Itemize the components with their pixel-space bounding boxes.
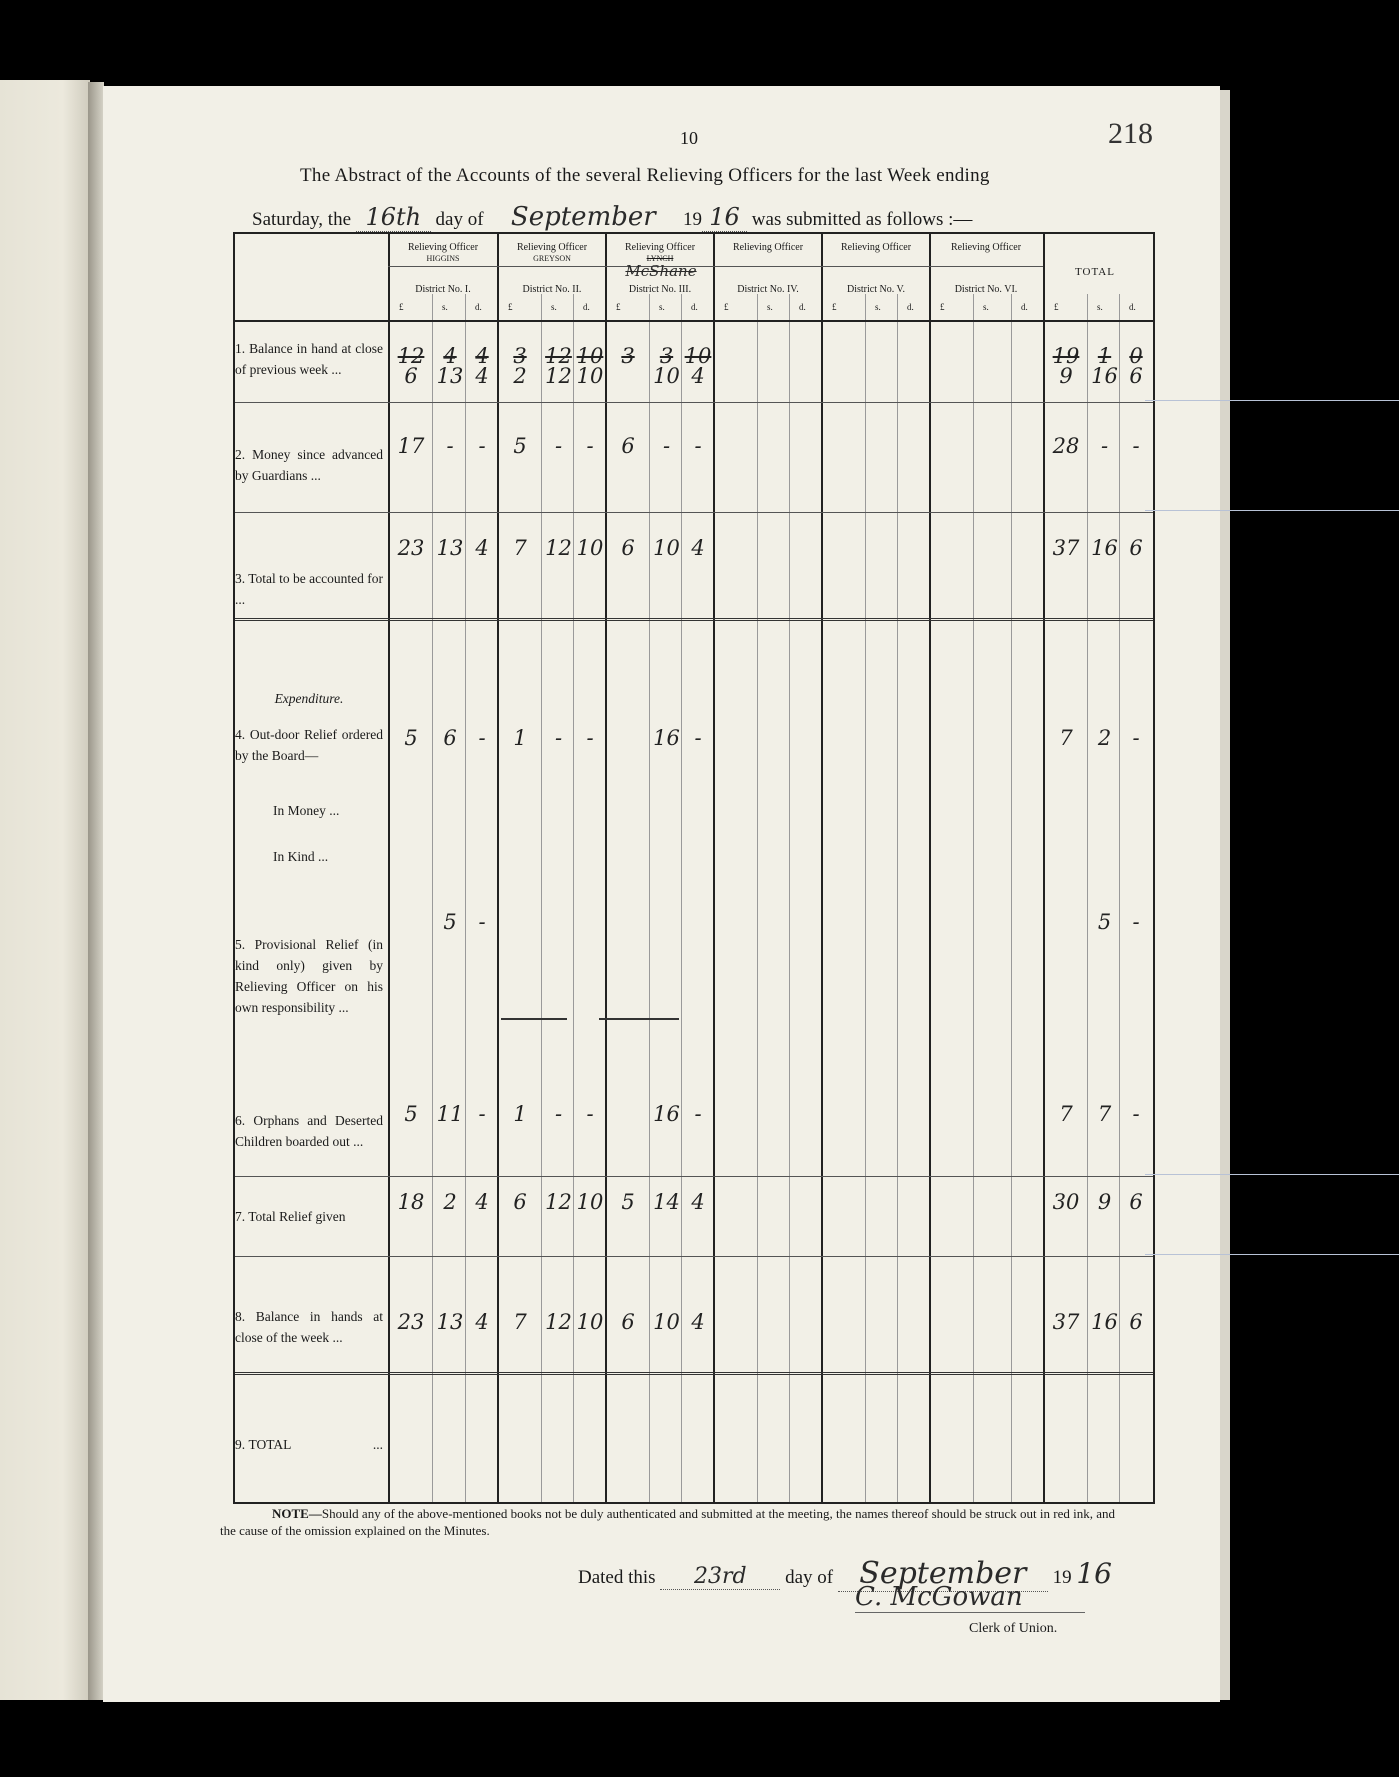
r1-d1-s: 13	[436, 364, 464, 388]
r4-d3-d: -	[694, 726, 702, 750]
r7-total-s: 7	[1097, 1102, 1112, 1126]
lsd-head-s: s.	[551, 302, 557, 312]
r1-d2-s: 12	[545, 364, 572, 388]
col3-officer-handwritten: McShane	[625, 262, 697, 280]
book-gutter	[88, 82, 104, 1700]
r3-d2-l: 7	[513, 536, 527, 560]
row1-label: 1. Balance in hand at close of previous week ...	[235, 341, 383, 377]
lsd-head-d: d.	[691, 302, 698, 312]
r4-total-s: 2	[1097, 726, 1112, 750]
r2-d2-l: 5	[513, 434, 527, 458]
clerk-signature: C. McGowan	[855, 1582, 1085, 1613]
r1-d2-s-struck: 12	[545, 344, 572, 368]
r1-d3-s-struck: 3	[659, 344, 674, 368]
r9-total-s: 16	[1091, 1310, 1118, 1334]
r8-d2-d: 10	[576, 1190, 604, 1214]
lsd-head-l: £	[399, 302, 404, 312]
r7-d1-s: 11	[436, 1102, 464, 1126]
r1-d3-l-struck: 3	[621, 344, 635, 368]
r3-total-s: 16	[1091, 536, 1118, 560]
left-page-edge	[0, 80, 90, 1700]
lsd-head-d: d.	[583, 302, 590, 312]
r5-total-s: 5	[1097, 910, 1112, 934]
col3-officer: Relieving Officer LYNCH	[624, 242, 696, 263]
row4-in-kind: In Kind ...	[273, 849, 329, 864]
r8-d2-l: 6	[513, 1190, 527, 1214]
total-header: TOTAL	[1075, 266, 1115, 278]
lsd-head-d: d.	[799, 302, 806, 312]
row3-label: 3. Total to be accounted for ...	[235, 571, 384, 607]
r2-total-s: -	[1100, 434, 1109, 458]
year-prefix: 19	[683, 209, 703, 230]
r4-d3-s: 16	[653, 726, 680, 750]
r5-d1-d: -	[478, 910, 486, 934]
page-number: 10	[680, 128, 698, 148]
r4-d1-d: -	[478, 726, 486, 750]
r7-d3-d: -	[694, 1102, 702, 1126]
lsd-head-d: d.	[1021, 302, 1028, 312]
submitted-label: was submitted as follows :—	[751, 209, 973, 230]
col1-district: District No. I.	[415, 284, 471, 295]
r3-d1-l: 23	[397, 536, 425, 560]
lsd-head-d: d.	[475, 302, 482, 312]
r8-d3-s: 14	[653, 1190, 680, 1214]
r4-d2-s: -	[554, 726, 563, 750]
r2-d1-s: -	[446, 434, 454, 458]
lsd-head-l: £	[940, 302, 945, 312]
col1-officer: Relieving Officer HIGGINS	[407, 242, 479, 263]
r8-total-d: 6	[1129, 1190, 1143, 1214]
lsd-head-s: s.	[1097, 302, 1103, 312]
row7-label: 7. Total Relief given	[235, 1209, 346, 1224]
r1-d3-s: 10	[653, 364, 680, 388]
row5-label: 5. Provisional Relief (in kind only) given by Relieving Officer on his own responsibility ...	[235, 937, 383, 1015]
col5-district: District No. V.	[847, 284, 905, 295]
dated-line: Dated this 23rd day of September 19 16	[578, 1556, 1112, 1591]
r9-d1-d: 4	[475, 1310, 489, 1334]
lsd-head-d: d.	[1129, 302, 1136, 312]
lsd-head-l: £	[724, 302, 729, 312]
lsd-head-s: s.	[983, 302, 989, 312]
r7-d2-d: -	[586, 1102, 594, 1126]
r8-d3-l: 5	[621, 1190, 635, 1214]
r8-d1-d: 4	[475, 1190, 489, 1214]
lsd-head-l: £	[1054, 302, 1059, 312]
lsd-head-d: d.	[907, 302, 914, 312]
r3-total-l: 37	[1052, 536, 1080, 560]
saturday-label: Saturday, the	[252, 209, 352, 230]
row4-label: 4. Out-door Relief ordered by the Board—	[235, 727, 383, 763]
page-edge	[1220, 90, 1230, 1700]
r8-total-l: 30	[1052, 1190, 1080, 1214]
r4-d1-l: 5	[404, 726, 418, 750]
r7-total-l: 7	[1059, 1102, 1073, 1126]
r3-d2-s: 12	[545, 536, 572, 560]
dated-month: September	[838, 1556, 1048, 1592]
r2-d3-l: 6	[621, 434, 635, 458]
r2-d2-d: -	[586, 434, 594, 458]
r4-total-d: -	[1132, 726, 1140, 750]
r1-total-d-struck: 0	[1129, 344, 1143, 368]
r4-d2-l: 1	[513, 726, 527, 750]
r7-d1-l: 5	[404, 1102, 418, 1126]
lsd-head-l: £	[508, 302, 513, 312]
row5-d3-dash	[599, 1018, 679, 1020]
r1-d2-d-struck: 10	[576, 344, 604, 368]
r1-d3-d-struck: 10	[684, 344, 712, 368]
heading-day: 16th	[356, 203, 431, 232]
r7-d2-s: -	[554, 1102, 563, 1126]
col5-officer: Relieving Officer	[840, 242, 912, 253]
r9-d2-l: 7	[513, 1310, 527, 1334]
col3-district: District No. III.	[628, 284, 692, 295]
r7-d2-l: 1	[513, 1102, 527, 1126]
r1-d3-d: 4	[691, 364, 705, 388]
heading-line-1: The Abstract of the Accounts of the several Relieving Officers for the last Week ending	[300, 165, 990, 186]
abstract-table	[233, 232, 1155, 1504]
lsd-head-s: s.	[442, 302, 448, 312]
r9-d1-s: 13	[436, 1310, 464, 1334]
r9-d2-s: 12	[545, 1310, 572, 1334]
r9-d3-l: 6	[621, 1310, 635, 1334]
r8-d1-l: 18	[397, 1190, 425, 1214]
r2-total-l: 28	[1052, 434, 1080, 458]
r2-d3-d: -	[694, 434, 702, 458]
footnote: NOTE—Should any of the above-mentioned books not be duly authenticated and submitted at the meeting, the names thereof should be struck out in red ink, and the cause of the omission explained on the Minutes.	[220, 1506, 1116, 1538]
r5-d1-s: 5	[443, 910, 457, 934]
r1-total-s-struck: 1	[1097, 344, 1112, 368]
r2-d1-l: 17	[397, 434, 425, 458]
r7-total-d: -	[1132, 1102, 1140, 1126]
r9-d2-d: 10	[576, 1310, 604, 1334]
r1-d2-d: 10	[576, 364, 604, 388]
lsd-head-l: £	[616, 302, 621, 312]
r3-total-d: 6	[1129, 536, 1143, 560]
r9-d3-s: 10	[653, 1310, 680, 1334]
r3-d3-d: 4	[691, 536, 705, 560]
col6-officer: Relieving Officer	[950, 242, 1022, 253]
col2-district: District No. II.	[522, 284, 582, 295]
row6-label: 6. Orphans and Deserted Children boarded out ...	[235, 1113, 383, 1149]
r1-total-l: 9	[1059, 364, 1073, 388]
r2-d2-s: -	[554, 434, 563, 458]
r1-d1-l: 6	[404, 364, 418, 388]
clerk-label: Clerk of Union.	[969, 1621, 1058, 1636]
r8-d1-s: 2	[443, 1190, 457, 1214]
r3-d1-s: 13	[436, 536, 464, 560]
heading-month: September	[488, 202, 678, 233]
r3-d3-s: 10	[653, 536, 680, 560]
r8-d2-s: 12	[545, 1190, 572, 1214]
row2-label: 2. Money since advanced by Guardians ...	[235, 447, 383, 483]
dated-day: 23rd	[660, 1564, 780, 1590]
row5-d2-dash	[501, 1018, 567, 1020]
lsd-head-s: s.	[875, 302, 881, 312]
r2-d3-s: -	[662, 434, 671, 458]
r1-d2-l-struck: 3	[513, 344, 527, 368]
col4-district: District No. IV.	[737, 284, 799, 295]
dated-year: 16	[1076, 1557, 1112, 1590]
r1-d1-d: 4	[475, 364, 489, 388]
row9-label: 9. TOTAL ...	[235, 1437, 383, 1452]
row4-in-money: In Money ...	[273, 803, 340, 818]
r1-d1-d-struck: 4	[475, 344, 489, 368]
r2-d1-d: -	[478, 434, 486, 458]
r2-total-d: -	[1132, 434, 1140, 458]
r4-total-l: 7	[1059, 726, 1073, 750]
r1-d1-l-struck: 12	[397, 344, 425, 368]
r1-d2-l: 2	[513, 364, 527, 388]
r3-d3-l: 6	[621, 536, 635, 560]
r8-total-s: 9	[1097, 1190, 1112, 1214]
heading-year: 16	[702, 203, 747, 232]
r9-d3-d: 4	[691, 1310, 705, 1334]
r1-total-s: 16	[1091, 364, 1118, 388]
r9-total-d: 6	[1129, 1310, 1143, 1334]
r4-d2-d: -	[586, 726, 594, 750]
r1-total-l-struck: 19	[1052, 344, 1080, 368]
r1-total-d: 6	[1129, 364, 1143, 388]
day-of-label: day of	[435, 209, 484, 230]
col4-officer: Relieving Officer	[732, 242, 804, 253]
lsd-head-s: s.	[659, 302, 665, 312]
row8-label: 8. Balance in hands at close of the week ...	[235, 1309, 383, 1345]
lsd-head-s: s.	[767, 302, 773, 312]
col6-district: District No. VI.	[954, 284, 1018, 295]
lsd-head-l: £	[832, 302, 837, 312]
expenditure-heading: Expenditure.	[274, 691, 344, 706]
r7-d3-s: 16	[653, 1102, 680, 1126]
r4-d1-s: 6	[443, 726, 457, 750]
r8-d3-d: 4	[691, 1190, 705, 1214]
folio-number: 218	[1108, 117, 1153, 150]
r9-total-l: 37	[1052, 1310, 1080, 1334]
r1-d1-s-struck: 4	[443, 344, 457, 368]
col2-officer: Relieving Officer GREYSON	[516, 242, 588, 263]
r7-d1-d: -	[478, 1102, 486, 1126]
r5-total-d: -	[1132, 910, 1140, 934]
r3-d2-d: 10	[576, 536, 604, 560]
r3-d1-d: 4	[475, 536, 489, 560]
r9-d1-l: 23	[397, 1310, 425, 1334]
heading-line-2	[252, 202, 1132, 233]
